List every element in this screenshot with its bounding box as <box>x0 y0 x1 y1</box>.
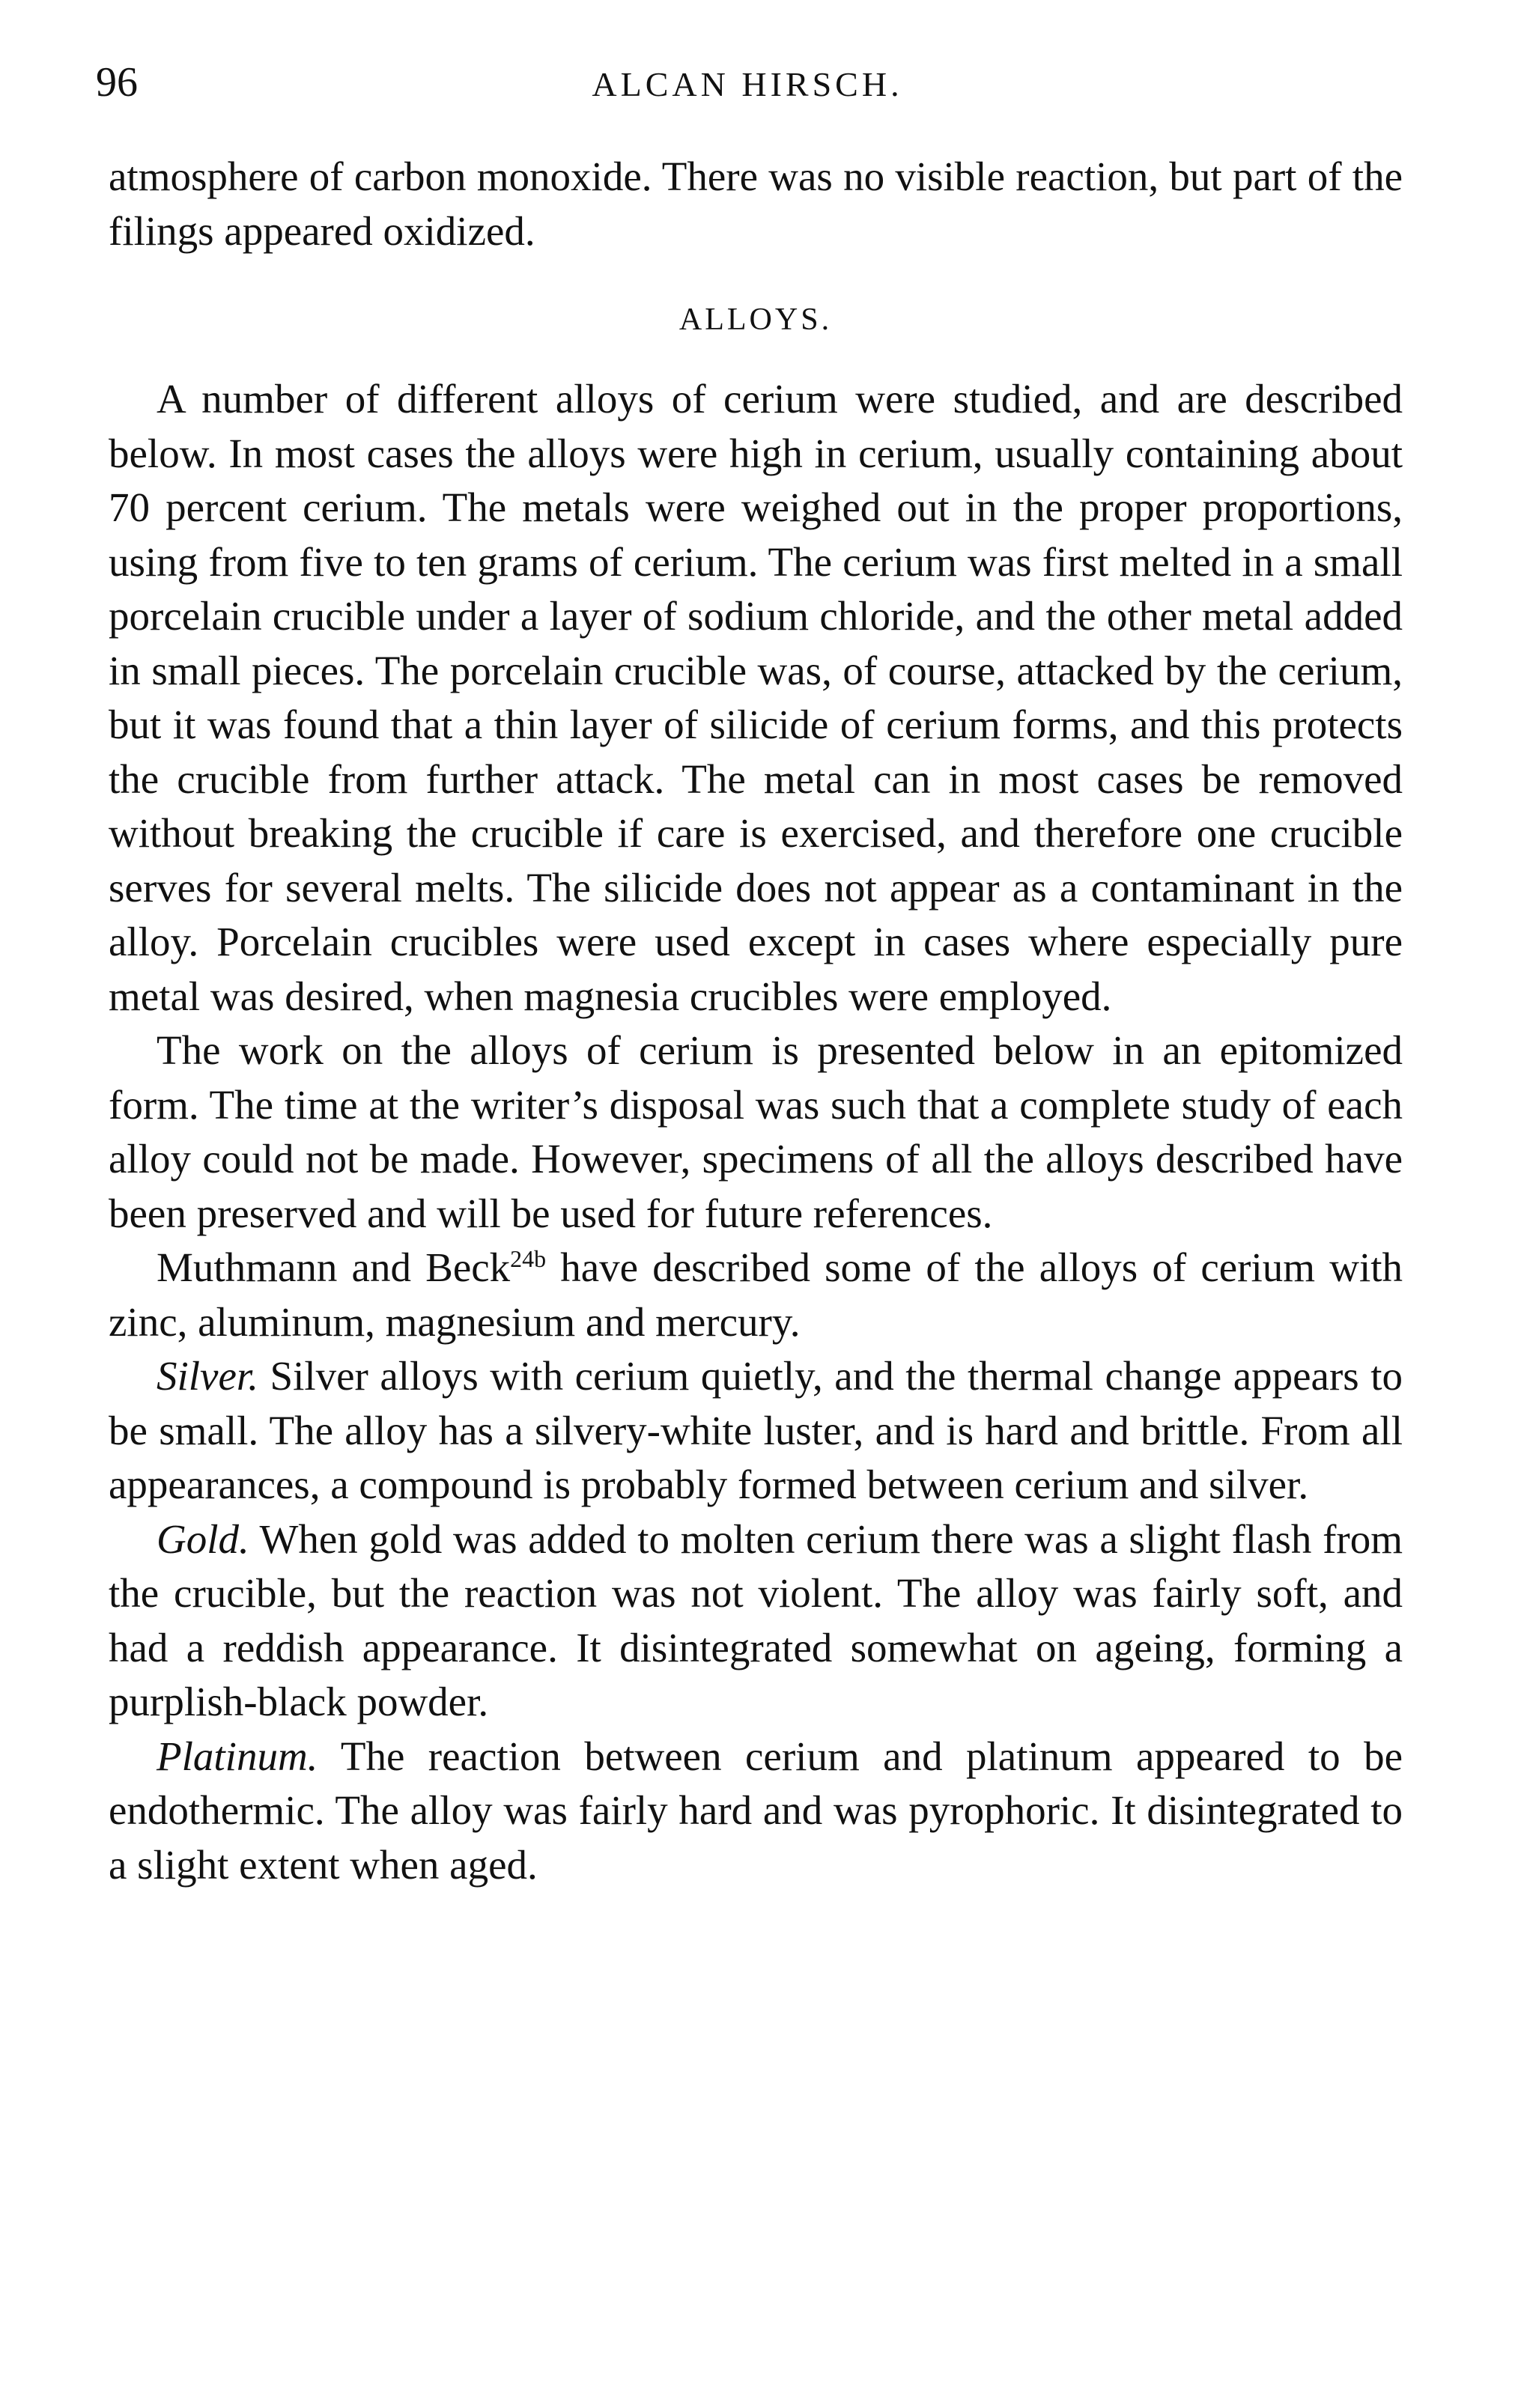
page-number: 96 <box>96 59 138 106</box>
running-header <box>96 58 1399 126</box>
silver-text: Silver alloys with cerium quietly, and the thermal change appears to be small. The alloy has a silvery-white luster, and is hard and brittle. From all appearances, a compound is probably formed between cerium and silver. <box>109 1353 1403 1507</box>
section-heading: ALLOYS. <box>678 302 833 337</box>
gold-text: When gold was added to molten cerium there was a slight flash from the crucible, but the reaction was not violent. The alloy was fairly soft, and had a reddish appearance. It disintegrated somewhat on ageing, forming a purplish-black powder. <box>109 1515 1403 1724</box>
paragraph-epitomized-form: The work on the alloys of cerium is presented below in an epitomized form. The time at the writer’s disposal was such that a complete study of each alloy could not be made. However, specimens of all the alloys described have been preserved and will be used for future references. <box>109 1027 1403 1236</box>
page-body <box>109 150 1403 1892</box>
paragraph-gold <box>109 1512 1403 1730</box>
platinum-text: The reaction between cerium and platinum appeared to be endothermic. The alloy was fairly hard and was pyrophoric. It disintegrated to a slight extent when aged. <box>109 1733 1403 1888</box>
paragraph-silver <box>109 1349 1403 1512</box>
paragraph-muthmann-beck <box>109 1241 1403 1349</box>
paragraph-platinum <box>109 1730 1403 1893</box>
reference-superscript: 24b <box>510 1245 547 1272</box>
paragraph-alloys-intro: A number of different alloys of cerium were studied, and are described below. In most cases the alloys were high in cerium, usually containing about 70 percent cerium. The metals were weighed out in the proper proportions, using from five to ten grams of cerium. The cerium was first melted in a small porcelain crucible under a layer of sodium chloride, and the other metal added in small pieces. The porcelain crucible was, of course, attacked by the cerium, but it was found that a thin layer of silicide of cerium forms, and this protects the crucible from further attack. The metal can in most cases be removed without breaking the crucible if care is exercised, and therefore one crucible serves for several melts. The silicide does not appear as a contaminant in the alloy. Porcelain crucibles were used except in cases where especially pure metal was desired, when magnesia crucibles were employed. <box>109 376 1403 1019</box>
author-names: Muthmann and Beck <box>157 1244 511 1290</box>
silver-label: Silver. <box>157 1353 258 1399</box>
running-title: ALCAN HIRSCH. <box>592 65 903 103</box>
paragraph-text: have described some of the alloys of cerium with zinc, aluminum, magnesium and mercury. <box>109 1244 1403 1345</box>
gold-label: Gold. <box>157 1515 249 1562</box>
platinum-label: Platinum. <box>157 1733 318 1779</box>
continued-paragraph: atmosphere of carbon monoxide. There was no visible reaction, but part of the filings appeared oxidized. <box>109 153 1403 254</box>
